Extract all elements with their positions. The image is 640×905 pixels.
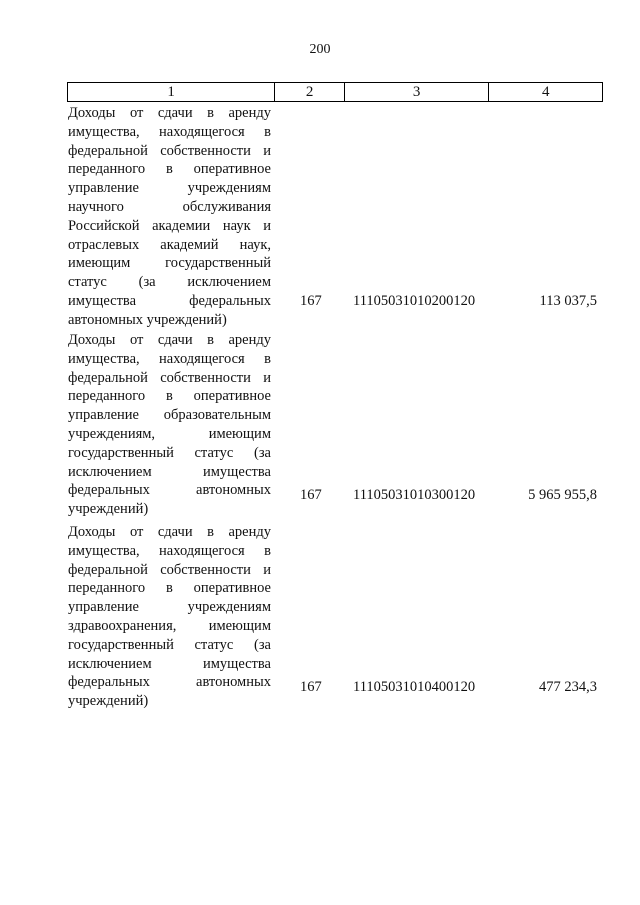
header-col-1: 1 <box>68 83 275 101</box>
page-number: 200 <box>309 42 331 57</box>
row-description: Доходы от сдачи в аренду имущества, находящегося в федеральной собственности и переданного в оперативное управление учреждениям научного обслуживания Российской академии наук и отраслевых академий наук, имеющим государственный статус (за исключением имущества федеральных автономных учреждений) <box>68 105 271 328</box>
row-amount: 113 037,5 <box>539 293 597 309</box>
header-col-4: 4 <box>541 84 550 100</box>
table-header <box>67 82 603 102</box>
row-admin-code: 167 <box>300 293 322 309</box>
row-description: Доходы от сдачи в аренду имущества, находящегося в федеральной собственности и переданного в оперативное управление учреждениям здравоохранения, имеющим государственный статус (за исключением имущества федеральных автономных учреждений) <box>68 524 271 710</box>
row-admin-code: 167 <box>300 679 322 695</box>
row-revenue-code: 11105031010400120 <box>353 679 476 695</box>
row-revenue-code: 11105031010300120 <box>353 487 476 503</box>
row-amount: 5 965 955,8 <box>528 487 597 503</box>
header-col-3: 3 <box>345 83 489 101</box>
header-col-2: 2 <box>275 83 345 101</box>
row-description: Доходы от сдачи в аренду имущества, находящегося в федеральной собственности и переданного в оперативное управление образовательным учреждениям, имеющим государственный статус (за исключением имущества федеральных автономных учреждений) <box>68 332 271 518</box>
row-admin-code: 167 <box>300 487 322 503</box>
row-amount: 477 234,3 <box>539 679 597 695</box>
row-revenue-code: 11105031010200120 <box>353 293 476 309</box>
